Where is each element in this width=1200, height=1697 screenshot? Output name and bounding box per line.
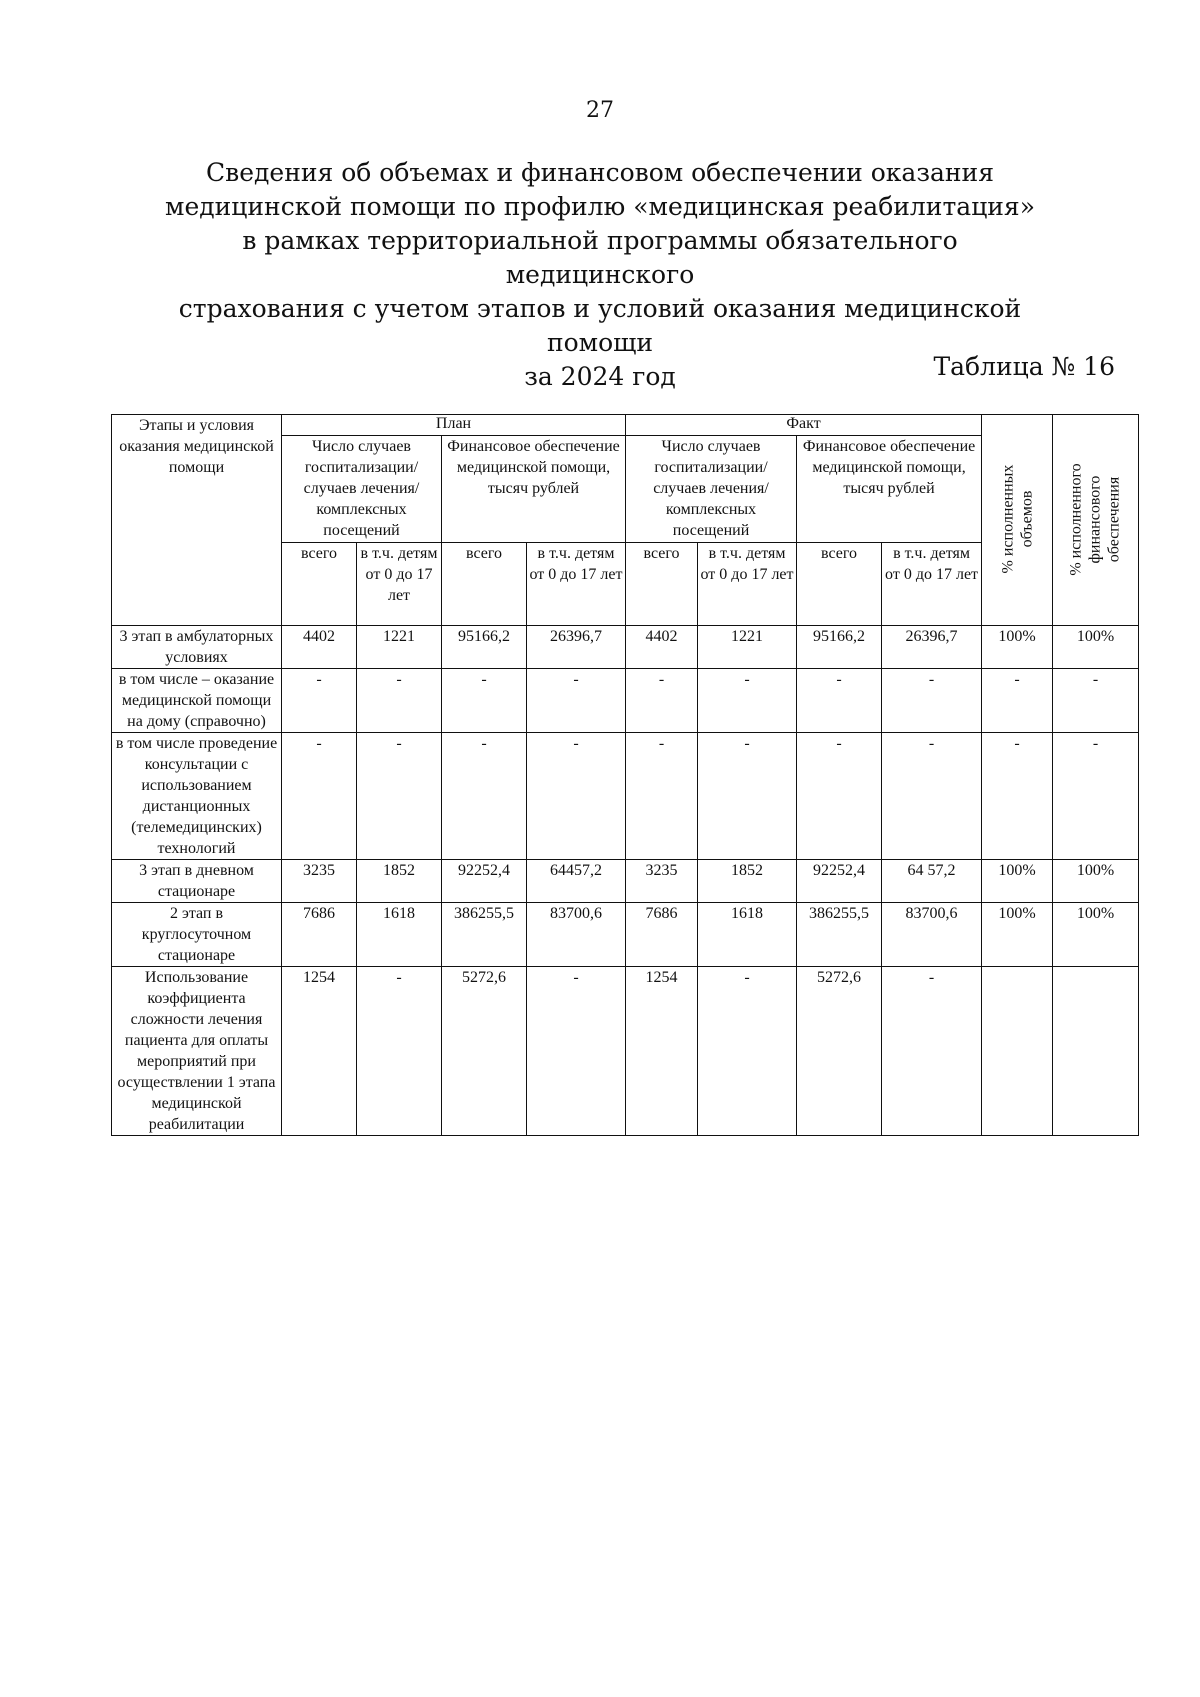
table-row: [112, 967, 1139, 1136]
header-pct-finance: [1053, 415, 1139, 626]
table-cell: -: [698, 967, 797, 1136]
table-cell: -: [527, 733, 626, 860]
table-cell: -: [357, 733, 442, 860]
header-pct-volume-line: объемов: [1018, 490, 1036, 548]
table-row: [112, 860, 1139, 903]
header-pct-finance-line: обеспечения: [1106, 476, 1124, 562]
table-cell: -: [1053, 669, 1139, 733]
table-cell: 92252,4: [797, 860, 882, 903]
table-cell: 100%: [1053, 626, 1139, 669]
table-cell: -: [882, 733, 982, 860]
table-cell: 3235: [282, 860, 357, 903]
table-cell: 26396,7: [527, 626, 626, 669]
table-cell: 1852: [698, 860, 797, 903]
document-title: [160, 156, 1040, 394]
table-cell: 100%: [982, 903, 1053, 967]
title-line: страхования с учетом этапов и условий оказания медицинской помощи: [178, 294, 1022, 357]
row-stage-label: Использование коэффициента сложности лечения пациента для оплаты мероприятий при осуществлении 1 этапа медицинской реабилитации: [112, 967, 282, 1136]
title-line: Сведения об объемах и финансовом обеспечении оказания: [206, 158, 994, 187]
header-fact-finance-children: в т.ч. детям от 0 до 17 лет: [882, 543, 982, 626]
table-cell: 95166,2: [797, 626, 882, 669]
table-cell: -: [442, 669, 527, 733]
header-fact-cases: Число случаев госпитализации/ случаев лечения/ комплексных посещений: [626, 436, 797, 543]
table-row: [112, 903, 1139, 967]
table-cell: -: [982, 733, 1053, 860]
table-cell: 386255,5: [797, 903, 882, 967]
table-cell: 1618: [698, 903, 797, 967]
table-cell: -: [626, 669, 698, 733]
table-cell: 1852: [357, 860, 442, 903]
row-stage-label: 2 этап в круглосуточном стационаре: [112, 903, 282, 967]
table-cell: -: [698, 669, 797, 733]
header-pct-finance-line: финансового: [1087, 475, 1105, 563]
table-cell: -: [882, 669, 982, 733]
row-stage-label: 3 этап в амбулаторных условиях: [112, 626, 282, 669]
header-fact: Факт: [626, 415, 982, 436]
header-fact-cases-total: всего: [626, 543, 698, 626]
header-plan-finance-total: всего: [442, 543, 527, 626]
table-cell: 100%: [982, 860, 1053, 903]
table-cell: 26396,7: [882, 626, 982, 669]
header-plan-cases-total: всего: [282, 543, 357, 626]
title-line: медицинской помощи по профилю «медицинская реабилитация»: [165, 192, 1035, 221]
table-cell: -: [882, 967, 982, 1136]
header-plan-cases: Число случаев госпитализации/ случаев лечения/ комплексных посещений: [282, 436, 442, 543]
header-pct-volume-line: % исполненных: [999, 464, 1017, 574]
table-row: [112, 669, 1139, 733]
table-cell: 4402: [282, 626, 357, 669]
header-plan: План: [282, 415, 626, 436]
header-stage: Этапы и условия оказания медицинской помощи: [112, 415, 282, 626]
table-cell: 7686: [626, 903, 698, 967]
page-number: 27: [586, 98, 614, 123]
table-cell: -: [282, 669, 357, 733]
row-stage-label: в том числе – оказание медицинской помощи на дому (справочно): [112, 669, 282, 733]
table-cell: 5272,6: [797, 967, 882, 1136]
table-cell: 100%: [982, 626, 1053, 669]
table-cell: 386255,5: [442, 903, 527, 967]
row-stage-label: 3 этап в дневном стационаре: [112, 860, 282, 903]
table-cell: [982, 967, 1053, 1136]
table-cell: -: [357, 967, 442, 1136]
table-cell: -: [797, 733, 882, 860]
title-line: за 2024 год: [524, 362, 676, 391]
table-cell: -: [442, 733, 527, 860]
table-cell: -: [357, 669, 442, 733]
table-cell: 100%: [1053, 903, 1139, 967]
table-caption: Таблица № 16: [933, 352, 1115, 381]
table-cell: -: [527, 967, 626, 1136]
table-cell: -: [527, 669, 626, 733]
table-cell: -: [797, 669, 882, 733]
table-cell: -: [282, 733, 357, 860]
table-cell: 5272,6: [442, 967, 527, 1136]
table-cell: 4402: [626, 626, 698, 669]
title-line: в рамках территориальной программы обязательного медицинского: [242, 226, 958, 289]
table-cell: 83700,6: [882, 903, 982, 967]
table-cell: -: [1053, 733, 1139, 860]
table-cell: 1221: [698, 626, 797, 669]
header-plan-finance-children: в т.ч. детям от 0 до 17 лет: [527, 543, 626, 626]
table-cell: [1053, 967, 1139, 1136]
header-pct-volume: [982, 415, 1053, 626]
table-cell: 3235: [626, 860, 698, 903]
header-plan-cases-children: в т.ч. детям от 0 до 17 лет: [357, 543, 442, 626]
report-table: [111, 414, 1139, 1136]
table-cell: 95166,2: [442, 626, 527, 669]
row-stage-label: в том числе проведение консультации с использованием дистанционных (телемедицинских) технологий: [112, 733, 282, 860]
header-fact-finance: Финансовое обеспечение медицинской помощи, тысяч рублей: [797, 436, 982, 543]
table-row: [112, 733, 1139, 860]
table-cell: 1221: [357, 626, 442, 669]
table-cell: 1254: [282, 967, 357, 1136]
table-cell: 1618: [357, 903, 442, 967]
header-fact-cases-children: в т.ч. детям от 0 до 17 лет: [698, 543, 797, 626]
table-cell: 1254: [626, 967, 698, 1136]
table-cell: 92252,4: [442, 860, 527, 903]
header-plan-finance: Финансовое обеспечение медицинской помощи, тысяч рублей: [442, 436, 626, 543]
table-cell: 7686: [282, 903, 357, 967]
table-cell: -: [698, 733, 797, 860]
header-pct-finance-line: % исполненного: [1068, 462, 1086, 576]
table-cell: 100%: [1053, 860, 1139, 903]
table-row: [112, 626, 1139, 669]
header-fact-finance-total: всего: [797, 543, 882, 626]
table-cell: 64457,2: [527, 860, 626, 903]
table-cell: 64 57,2: [882, 860, 982, 903]
table-cell: 83700,6: [527, 903, 626, 967]
table-cell: -: [982, 669, 1053, 733]
table-cell: -: [626, 733, 698, 860]
